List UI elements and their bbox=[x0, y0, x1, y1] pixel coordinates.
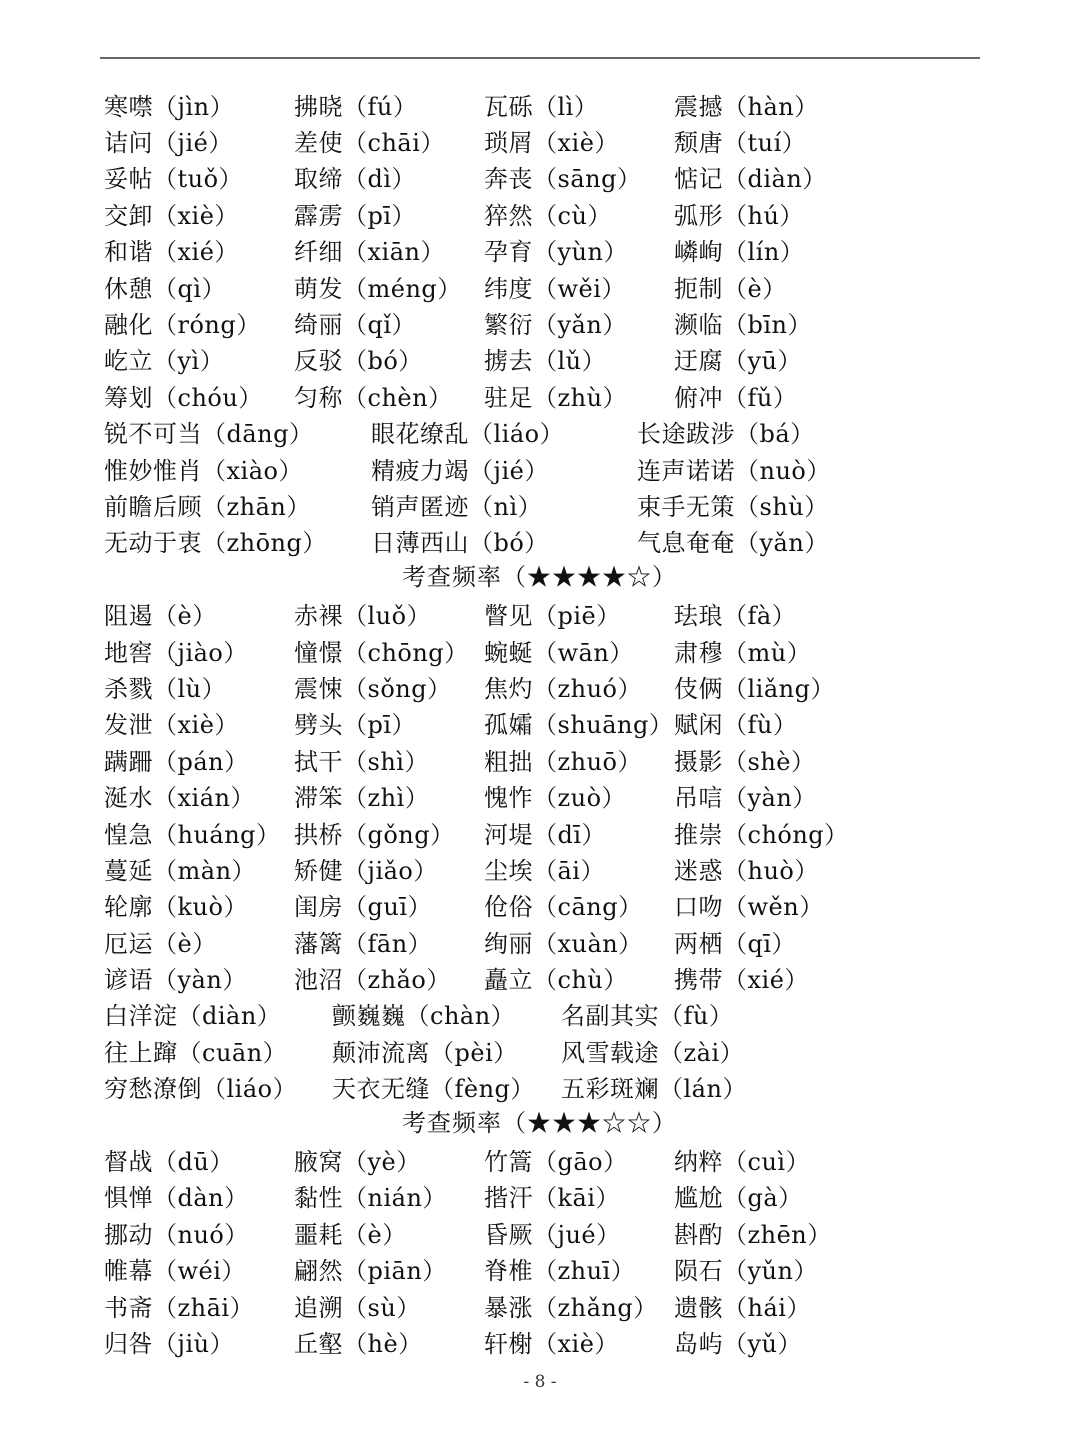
vocab-entry: 赋闲（fù） bbox=[674, 711, 798, 740]
vocab-entry: 河堤（dī） bbox=[484, 820, 607, 849]
vocab-entry: 绮丽（qǐ） bbox=[294, 311, 417, 340]
vocab-entry: 震撼（hàn） bbox=[674, 92, 819, 121]
vocab-entry: 五彩斑斓（lán） bbox=[561, 1075, 747, 1104]
vocab-row bbox=[104, 450, 1004, 486]
vocab-entry: 日薄西山（bó） bbox=[371, 529, 549, 558]
vocab-row bbox=[104, 341, 1004, 377]
vocab-row bbox=[104, 1141, 1004, 1177]
vocab-entry: 口吻（wěn） bbox=[674, 893, 824, 922]
vocab-entry: 孕育（yùn） bbox=[484, 238, 628, 267]
vocab-row bbox=[104, 377, 1004, 413]
vocab-entry: 惦记（diàn） bbox=[674, 165, 827, 194]
vocab-entry: 销声匿迹（nì） bbox=[371, 492, 543, 521]
vocab-entry: 瞥见（piē） bbox=[484, 602, 621, 631]
vocab-row bbox=[104, 122, 1004, 158]
vocab-entry: 昏厥（jué） bbox=[484, 1220, 621, 1249]
vocab-entry: 矫健（jiǎo） bbox=[294, 856, 438, 885]
vocab-entry: 谚语（yàn） bbox=[104, 966, 247, 995]
section-2 bbox=[104, 595, 1004, 995]
vocab-entry: 拱桥（gǒng） bbox=[294, 820, 455, 849]
vocab-entry: 琐屑（xiè） bbox=[484, 129, 619, 158]
vocab-entry: 噩耗（è） bbox=[294, 1220, 407, 1249]
vocab-entry: 嶙峋（lín） bbox=[674, 238, 805, 267]
vocab-entry: 愧怍（zuò） bbox=[484, 784, 627, 813]
vocab-row bbox=[104, 414, 1004, 450]
vocab-entry: 地窖（jiào） bbox=[104, 638, 248, 667]
vocab-entry: 震悚（sǒng） bbox=[294, 674, 452, 703]
vocab-entry: 挪动（nuó） bbox=[104, 1220, 249, 1249]
vocab-entry: 翩然（piān） bbox=[294, 1257, 447, 1286]
vocab-entry: 池沼（zhǎo） bbox=[294, 966, 451, 995]
vocab-row bbox=[104, 1178, 1004, 1214]
vocab-entry: 名副其实（fù） bbox=[561, 1002, 734, 1031]
vocab-entry: 长途跋涉（bá） bbox=[637, 420, 815, 449]
vocab-row bbox=[104, 959, 1004, 995]
vocab-entry: 气息奄奄（yǎn） bbox=[637, 529, 829, 558]
vocab-entry: 风雪载途（zài） bbox=[561, 1038, 745, 1067]
header-rule bbox=[100, 57, 980, 59]
vocab-entry: 滞笨（zhì） bbox=[294, 784, 430, 813]
vocab-row bbox=[104, 741, 1004, 777]
vocab-entry: 惟妙惟肖（xiào） bbox=[104, 456, 303, 485]
vocab-entry: 伧俗（cāng） bbox=[484, 893, 643, 922]
vocab-row bbox=[104, 1287, 1004, 1323]
vocab-entry: 两栖（qī） bbox=[674, 929, 797, 958]
section-2-idioms bbox=[104, 996, 1004, 1105]
vocab-row bbox=[104, 195, 1004, 231]
vocab-entry: 轮廓（kuò） bbox=[104, 893, 248, 922]
vocab-entry: 差使（chāi） bbox=[294, 129, 445, 158]
vocab-entry: 岛屿（yǔ） bbox=[674, 1329, 803, 1358]
vocab-entry: 猝然（cù） bbox=[484, 201, 612, 230]
vocab-entry: 涎水（xián） bbox=[104, 784, 255, 813]
vocab-entry: 矗立（chù） bbox=[484, 966, 628, 995]
vocab-row bbox=[104, 850, 1004, 886]
vocab-row bbox=[104, 486, 1004, 522]
vocab-entry: 厄运（è） bbox=[104, 929, 217, 958]
vocab-entry: 孤孀（shuāng） bbox=[484, 711, 674, 740]
vocab-entry: 掳去（lǔ） bbox=[484, 347, 607, 376]
vocab-entry: 阻遏（è） bbox=[104, 602, 217, 631]
vocab-row bbox=[104, 1214, 1004, 1250]
vocab-row bbox=[104, 86, 1004, 122]
vocab-row bbox=[104, 1032, 1004, 1068]
vocab-row bbox=[104, 304, 1004, 340]
vocab-entry: 颓唐（tuí） bbox=[674, 129, 807, 158]
vocab-entry: 蹒跚（pán） bbox=[104, 747, 249, 776]
vocab-entry: 轩榭（xiè） bbox=[484, 1329, 619, 1358]
vocab-entry: 尘埃（āi） bbox=[484, 856, 605, 885]
vocab-entry: 无动于衷（zhōng） bbox=[104, 529, 327, 558]
vocab-entry: 追溯（sù） bbox=[294, 1293, 421, 1322]
vocab-row bbox=[104, 777, 1004, 813]
vocab-entry: 憧憬（chōng） bbox=[294, 638, 469, 667]
vocab-entry: 眼花缭乱（liáo） bbox=[371, 420, 565, 449]
vocab-entry: 颤巍巍（chàn） bbox=[332, 1002, 516, 1031]
vocab-entry: 书斋（zhāi） bbox=[104, 1293, 255, 1322]
vocab-row bbox=[104, 887, 1004, 923]
vocab-entry: 珐琅（fà） bbox=[674, 602, 797, 631]
section-1 bbox=[104, 86, 1004, 414]
vocab-entry: 劈头（pī） bbox=[294, 711, 417, 740]
vocab-entry: 天衣无缝（fèng） bbox=[332, 1075, 535, 1104]
vocab-entry: 穷愁潦倒（liáo） bbox=[104, 1075, 298, 1104]
vocab-entry: 督战（dū） bbox=[104, 1148, 234, 1177]
vocab-entry: 霹雳（pī） bbox=[294, 201, 417, 230]
vocab-entry: 扼制（è） bbox=[674, 274, 787, 303]
vocab-entry: 取缔（dì） bbox=[294, 165, 417, 194]
vocab-entry: 惧惮（dàn） bbox=[104, 1184, 249, 1213]
vocab-entry: 斟酌（zhēn） bbox=[674, 1220, 832, 1249]
vocab-entry: 竹篙（gāo） bbox=[484, 1148, 628, 1177]
vocab-entry: 伎俩（liǎng） bbox=[674, 674, 835, 703]
vocab-row bbox=[104, 814, 1004, 850]
vocab-entry: 前瞻后顾（zhān） bbox=[104, 492, 311, 521]
vocab-row bbox=[104, 595, 1004, 631]
vocab-entry: 暴涨（zhǎng） bbox=[484, 1293, 658, 1322]
vocab-entry: 闺房（guī） bbox=[294, 893, 432, 922]
vocab-entry: 束手无策（shù） bbox=[637, 492, 829, 521]
vocab-entry: 携带（xié） bbox=[674, 966, 809, 995]
vocab-entry: 瓦砾（lì） bbox=[484, 92, 599, 121]
vocab-row bbox=[104, 668, 1004, 704]
vocab-entry: 往上蹿（cuān） bbox=[104, 1038, 288, 1067]
vocab-entry: 揩汗（kāi） bbox=[484, 1184, 621, 1213]
vocab-entry: 杀戮（lù） bbox=[104, 674, 227, 703]
vocab-entry: 奔丧（sāng） bbox=[484, 165, 642, 194]
vocab-entry: 俯冲（fǔ） bbox=[674, 383, 798, 412]
section-1-idioms bbox=[104, 414, 1004, 560]
vocab-entry: 驻足（zhù） bbox=[484, 383, 628, 412]
vocab-entry: 腋窝（yè） bbox=[294, 1148, 421, 1177]
vocab-entry: 寒噤（jìn） bbox=[104, 92, 235, 121]
vocab-row bbox=[104, 268, 1004, 304]
vocab-entry: 归咎（jiù） bbox=[104, 1329, 235, 1358]
vocab-entry: 白洋淀（diàn） bbox=[104, 1002, 282, 1031]
frequency-heading-4-stars: 考查频率（★★★★☆） bbox=[402, 563, 677, 592]
vocab-entry: 惶急（huáng） bbox=[104, 820, 281, 849]
vocab-row bbox=[104, 159, 1004, 195]
vocab-row bbox=[104, 523, 1004, 559]
vocab-entry: 纬度（wěi） bbox=[484, 274, 626, 303]
vocab-entry: 陨石（yǔn） bbox=[674, 1257, 818, 1286]
vocab-entry: 匀称（chèn） bbox=[294, 383, 453, 412]
vocab-entry: 绚丽（xuàn） bbox=[484, 929, 643, 958]
vocab-row bbox=[104, 996, 1004, 1032]
vocab-entry: 反驳（bó） bbox=[294, 347, 423, 376]
vocab-entry: 纤细（xiān） bbox=[294, 238, 445, 267]
section-3 bbox=[104, 1141, 1004, 1359]
vocab-entry: 萌发（méng） bbox=[294, 274, 462, 303]
vocab-row bbox=[104, 1323, 1004, 1359]
vocab-entry: 屹立（yì） bbox=[104, 347, 225, 376]
vocab-entry: 连声诺诺（nuò） bbox=[637, 456, 831, 485]
vocab-entry: 摄影（shè） bbox=[674, 747, 816, 776]
vocab-entry: 蜿蜒（wān） bbox=[484, 638, 634, 667]
vocab-entry: 纳粹（cuì） bbox=[674, 1148, 811, 1177]
vocab-entry: 休憩（qì） bbox=[104, 274, 227, 303]
vocab-entry: 和谐（xié） bbox=[104, 238, 239, 267]
vocab-entry: 拭干（shì） bbox=[294, 747, 429, 776]
vocab-entry: 融化（róng） bbox=[104, 311, 261, 340]
vocab-entry: 濒临（bīn） bbox=[674, 311, 812, 340]
vocab-entry: 黏性（nián） bbox=[294, 1184, 447, 1213]
vocab-entry: 粗拙（zhuō） bbox=[484, 747, 643, 776]
vocab-entry: 拂晓（fú） bbox=[294, 92, 418, 121]
vocab-row bbox=[104, 632, 1004, 668]
vocab-entry: 赤裸（luǒ） bbox=[294, 602, 432, 631]
vocab-entry: 帷幕（wéi） bbox=[104, 1257, 246, 1286]
vocab-row bbox=[104, 923, 1004, 959]
vocab-entry: 弧形（hú） bbox=[674, 201, 804, 230]
vocab-entry: 发泄（xiè） bbox=[104, 711, 239, 740]
vocab-entry: 锐不可当（dāng） bbox=[104, 420, 314, 449]
vocab-entry: 诘问（jié） bbox=[104, 129, 233, 158]
vocab-row bbox=[104, 1251, 1004, 1287]
vocab-entry: 丘壑（hè） bbox=[294, 1329, 423, 1358]
vocab-entry: 尴尬（gà） bbox=[674, 1184, 803, 1213]
frequency-heading-3-stars: 考查频率（★★★☆☆） bbox=[402, 1108, 677, 1137]
vocab-entry: 吊唁（yàn） bbox=[674, 784, 817, 813]
vocab-entry: 焦灼（zhuó） bbox=[484, 674, 643, 703]
vocab-entry: 脊椎（zhuī） bbox=[484, 1257, 636, 1286]
vocab-entry: 遗骸（hái） bbox=[674, 1293, 811, 1322]
vocab-entry: 繁衍（yǎn） bbox=[484, 311, 627, 340]
vocab-row bbox=[104, 705, 1004, 741]
vocab-entry: 迷惑（huò） bbox=[674, 856, 819, 885]
vocab-entry: 藩篱（fān） bbox=[294, 929, 433, 958]
vocab-entry: 肃穆（mù） bbox=[674, 638, 812, 667]
vocab-row bbox=[104, 232, 1004, 268]
vocab-entry: 精疲力竭（jié） bbox=[371, 456, 549, 485]
vocabulary-list bbox=[104, 86, 1004, 1360]
vocab-entry: 蔓延（màn） bbox=[104, 856, 257, 885]
vocab-entry: 筹划（chóu） bbox=[104, 383, 263, 412]
vocab-row bbox=[104, 1069, 1004, 1105]
vocab-entry: 颠沛流离（pèi） bbox=[332, 1038, 518, 1067]
vocab-entry: 推崇（chóng） bbox=[674, 820, 849, 849]
vocab-entry: 迂腐（yū） bbox=[674, 347, 803, 376]
vocab-entry: 妥帖（tuǒ） bbox=[104, 165, 244, 194]
page-number: - 8 - bbox=[523, 1372, 557, 1392]
vocab-entry: 交卸（xiè） bbox=[104, 201, 239, 230]
